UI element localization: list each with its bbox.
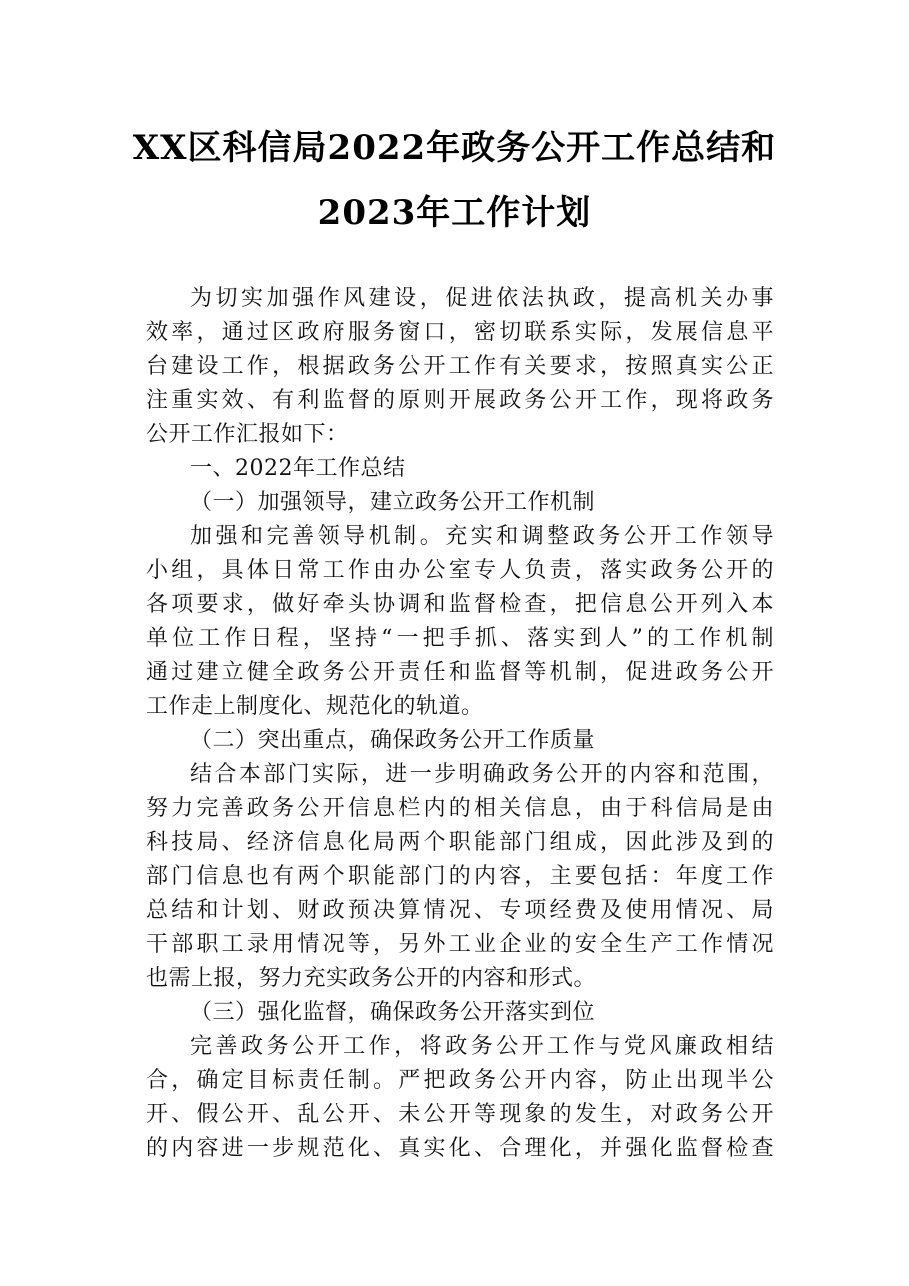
paragraph-line: 开、假公开、乱公开、未公开等现象的发生，对政务公开: [146, 1102, 774, 1127]
paragraph-line: 注重实效、有利监督的原则开展政务公开工作，现将政务: [146, 388, 774, 413]
paragraph-line: 部门信息也有两个职能部门的内容，主要包括：年度工作: [146, 864, 774, 889]
paragraph-line: 单位工作日程，坚持“一把手抓、落实到人”的工作机制: [146, 626, 774, 651]
paragraph-line: 通过建立健全政务公开责任和监督等机制，促进政务公开: [146, 660, 774, 685]
paragraph-line: 科技局、经济信息化局两个职能部门组成，因此涉及到的: [146, 830, 774, 855]
paragraph-line: 台建设工作，根据政务公开工作有关要求，按照真实公正: [146, 354, 774, 379]
section-heading: （三）强化监督，确保政务公开落实到位: [190, 1000, 596, 1025]
section-heading: 一、2022年工作总结: [190, 456, 406, 481]
paragraph-line: 干部职工录用情况等，另外工业企业的安全生产工作情况: [146, 932, 774, 957]
paragraph-line: 的内容进一步规范化、真实化、合理化，并强化监督检查: [146, 1136, 774, 1161]
paragraph-line: 完善政务公开工作，将政务公开工作与党风廉政相结: [190, 1034, 774, 1059]
paragraph-line: 努力完善政务公开信息栏内的相关信息，由于科信局是由: [146, 796, 774, 821]
paragraph-line: 各项要求，做好牵头协调和监督检查，把信息公开列入本: [146, 592, 774, 617]
document-title-line-1: XX区科信局2022年政务公开工作总结和: [132, 128, 777, 168]
paragraph-line: 也需上报，努力充实政务公开的内容和形式。: [146, 966, 597, 991]
paragraph-line: 总结和计划、财政预决算情况、专项经费及使用情况、局: [146, 898, 774, 923]
paragraph-line: 工作走上制度化、规范化的轨道。: [146, 694, 484, 719]
document-body: [146, 282, 774, 1166]
paragraph-line: 合，确定目标责任制。严把政务公开内容，防止出现半公: [146, 1068, 774, 1093]
document-title-line-2: 2023年工作计划: [317, 193, 592, 233]
paragraph-line: 小组，具体日常工作由办公室专人负责，落实政务公开的: [146, 558, 774, 583]
section-heading: （二）突出重点，确保政务公开工作质量: [190, 728, 596, 753]
section-heading: （一）加强领导，建立政务公开工作机制: [190, 490, 596, 515]
paragraph-line: 加强和完善领导机制。充实和调整政务公开工作领导: [190, 524, 774, 549]
paragraph-line: 结合本部门实际，进一步明确政务公开的内容和范围，: [190, 762, 774, 787]
paragraph-line: 为切实加强作风建设，促进依法执政，提高机关办事: [190, 286, 774, 311]
paragraph-line: 公开工作汇报如下：: [146, 422, 349, 447]
paragraph-line: 效率，通过区政府服务窗口，密切联系实际，发展信息平: [146, 320, 774, 345]
